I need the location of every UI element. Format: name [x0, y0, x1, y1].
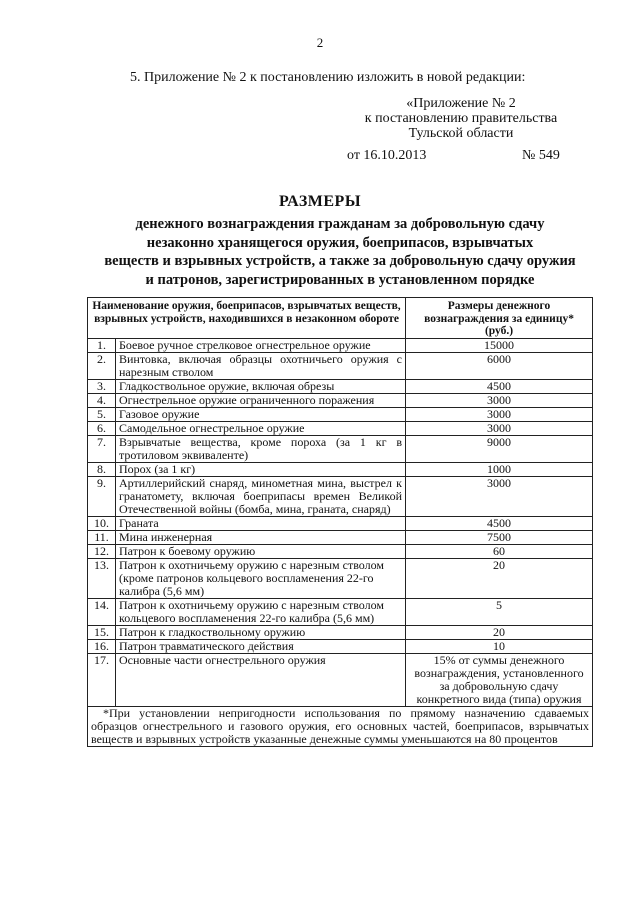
row-name: Патрон к охотничьему оружию с нарезным стволом (кроме патронов кольцевого воспламенения 22-го калибра (5,6 мм)	[116, 558, 406, 598]
row-name: Самодельное огнестрельное оружие	[116, 421, 406, 435]
appendix-line-1: «Приложение № 2	[406, 96, 516, 111]
row-value: 9000	[406, 435, 593, 462]
row-number: 9.	[88, 476, 116, 516]
row-value: 7500	[406, 530, 593, 544]
table-row	[88, 352, 593, 379]
table-row	[88, 625, 593, 639]
row-value: 4500	[406, 379, 593, 393]
row-name: Патрон к гладкоствольному оружию	[116, 625, 406, 639]
table-row	[88, 421, 593, 435]
table-row	[88, 558, 593, 598]
row-number: 12.	[88, 544, 116, 558]
row-value: 15% от суммы денежного вознаграждения, установленного за добровольную сдачу конкретного вида (типа) оружия	[406, 653, 593, 706]
row-number: 14.	[88, 598, 116, 625]
table-row	[88, 598, 593, 625]
row-number: 17.	[88, 653, 116, 706]
decree-date: от 16.10.2013	[347, 148, 427, 163]
header-value: Размеры денежного вознаграждения за единицу* (руб.)	[406, 298, 593, 339]
row-number: 16.	[88, 639, 116, 653]
row-number: 5.	[88, 407, 116, 421]
row-name: Патрон к охотничьему оружию с нарезным стволом кольцевого воспламенения 22-го калибра (5,6 мм)	[116, 598, 406, 625]
table-row	[88, 544, 593, 558]
row-name: Огнестрельное оружие ограниченного поражения	[116, 393, 406, 407]
row-number: 11.	[88, 530, 116, 544]
footnote-text: *При установлении непригодности использования по прямому назначению сдаваемых образцов огнестрельного и газового оружия, его основных частей, боеприпасов, взрывчатых веществ и взрывных устройств указанные денежные суммы уменьшаются на 80 процентов	[91, 705, 589, 746]
row-value: 6000	[406, 352, 593, 379]
row-value: 15000	[406, 338, 593, 352]
appendix-header	[356, 96, 566, 141]
row-name: Патрон травматического действия	[116, 639, 406, 653]
row-number: 8.	[88, 462, 116, 476]
row-value: 3000	[406, 421, 593, 435]
table-row	[88, 530, 593, 544]
row-value: 20	[406, 558, 593, 598]
awards-table	[87, 297, 593, 747]
table-row	[88, 653, 593, 706]
header-name: Наименование оружия, боеприпасов, взрывчатых веществ, взрывных устройств, находившихся в незаконном обороте	[88, 298, 406, 339]
row-number: 6.	[88, 421, 116, 435]
subtitle-line-1: денежного вознаграждения гражданам за добровольную сдачу	[135, 216, 545, 232]
row-name: Патрон к боевому оружию	[116, 544, 406, 558]
row-value: 1000	[406, 462, 593, 476]
row-value: 3000	[406, 407, 593, 421]
table-row	[88, 338, 593, 352]
table-header-row	[88, 298, 593, 339]
table-row	[88, 639, 593, 653]
subtitle-line-4: и патронов, зарегистрированных в установленном порядке	[145, 271, 535, 288]
row-name: Граната	[116, 516, 406, 530]
table-footnote	[88, 706, 593, 746]
row-number: 3.	[88, 379, 116, 393]
row-number: 10.	[88, 516, 116, 530]
table-row	[88, 393, 593, 407]
row-number: 13.	[88, 558, 116, 598]
row-name: Основные части огнестрельного оружия	[116, 653, 406, 706]
page-number: 2	[316, 35, 324, 50]
subtitle-line-3: веществ и взрывных устройств, а также за добровольную сдачу оружия	[104, 253, 576, 269]
row-name: Боевое ручное стрелковое огнестрельное оружие	[116, 338, 406, 352]
row-value: 4500	[406, 516, 593, 530]
appendix-line-3: Тульской области	[408, 126, 514, 141]
row-number: 2.	[88, 352, 116, 379]
row-value: 60	[406, 544, 593, 558]
subtitle-line-2: незаконно хранящегося оружия, боеприпасов, взрывчатых	[146, 234, 534, 251]
row-value: 20	[406, 625, 593, 639]
row-name: Мина инженерная	[116, 530, 406, 544]
table-row	[88, 379, 593, 393]
decree-number: № 549	[522, 148, 560, 163]
table-row	[88, 462, 593, 476]
row-name: Артиллерийский снаряд, минометная мина, выстрел к гранатомету, включая боеприпасы времен Великой Отечественной войны (бомба, мина, граната, снаряд)	[116, 476, 406, 516]
row-value: 3000	[406, 476, 593, 516]
document-subtitle	[95, 215, 585, 289]
row-name: Гладкоствольное оружие, включая обрезы	[116, 379, 406, 393]
row-name: Газовое оружие	[116, 407, 406, 421]
footnote-row	[88, 706, 593, 746]
row-number: 1.	[88, 338, 116, 352]
row-name: Порох (за 1 кг)	[116, 462, 406, 476]
table-row	[88, 516, 593, 530]
table-row	[88, 435, 593, 462]
table-row	[88, 407, 593, 421]
row-number: 7.	[88, 435, 116, 462]
row-name: Винтовка, включая образцы охотничьего оружия с нарезным стволом	[116, 352, 406, 379]
appendix-line-2: к постановлению правительства	[364, 111, 558, 126]
table-row	[88, 476, 593, 516]
row-value: 5	[406, 598, 593, 625]
row-value: 3000	[406, 393, 593, 407]
row-number: 15.	[88, 625, 116, 639]
intro-text: 5. Приложение № 2 к постановлению изложить в новой редакции:	[130, 70, 526, 85]
document-title: РАЗМЕРЫ	[278, 193, 362, 210]
row-value: 10	[406, 639, 593, 653]
row-number: 4.	[88, 393, 116, 407]
row-name: Взрывчатые вещества, кроме пороха (за 1 кг в тротиловом эквиваленте)	[116, 435, 406, 462]
